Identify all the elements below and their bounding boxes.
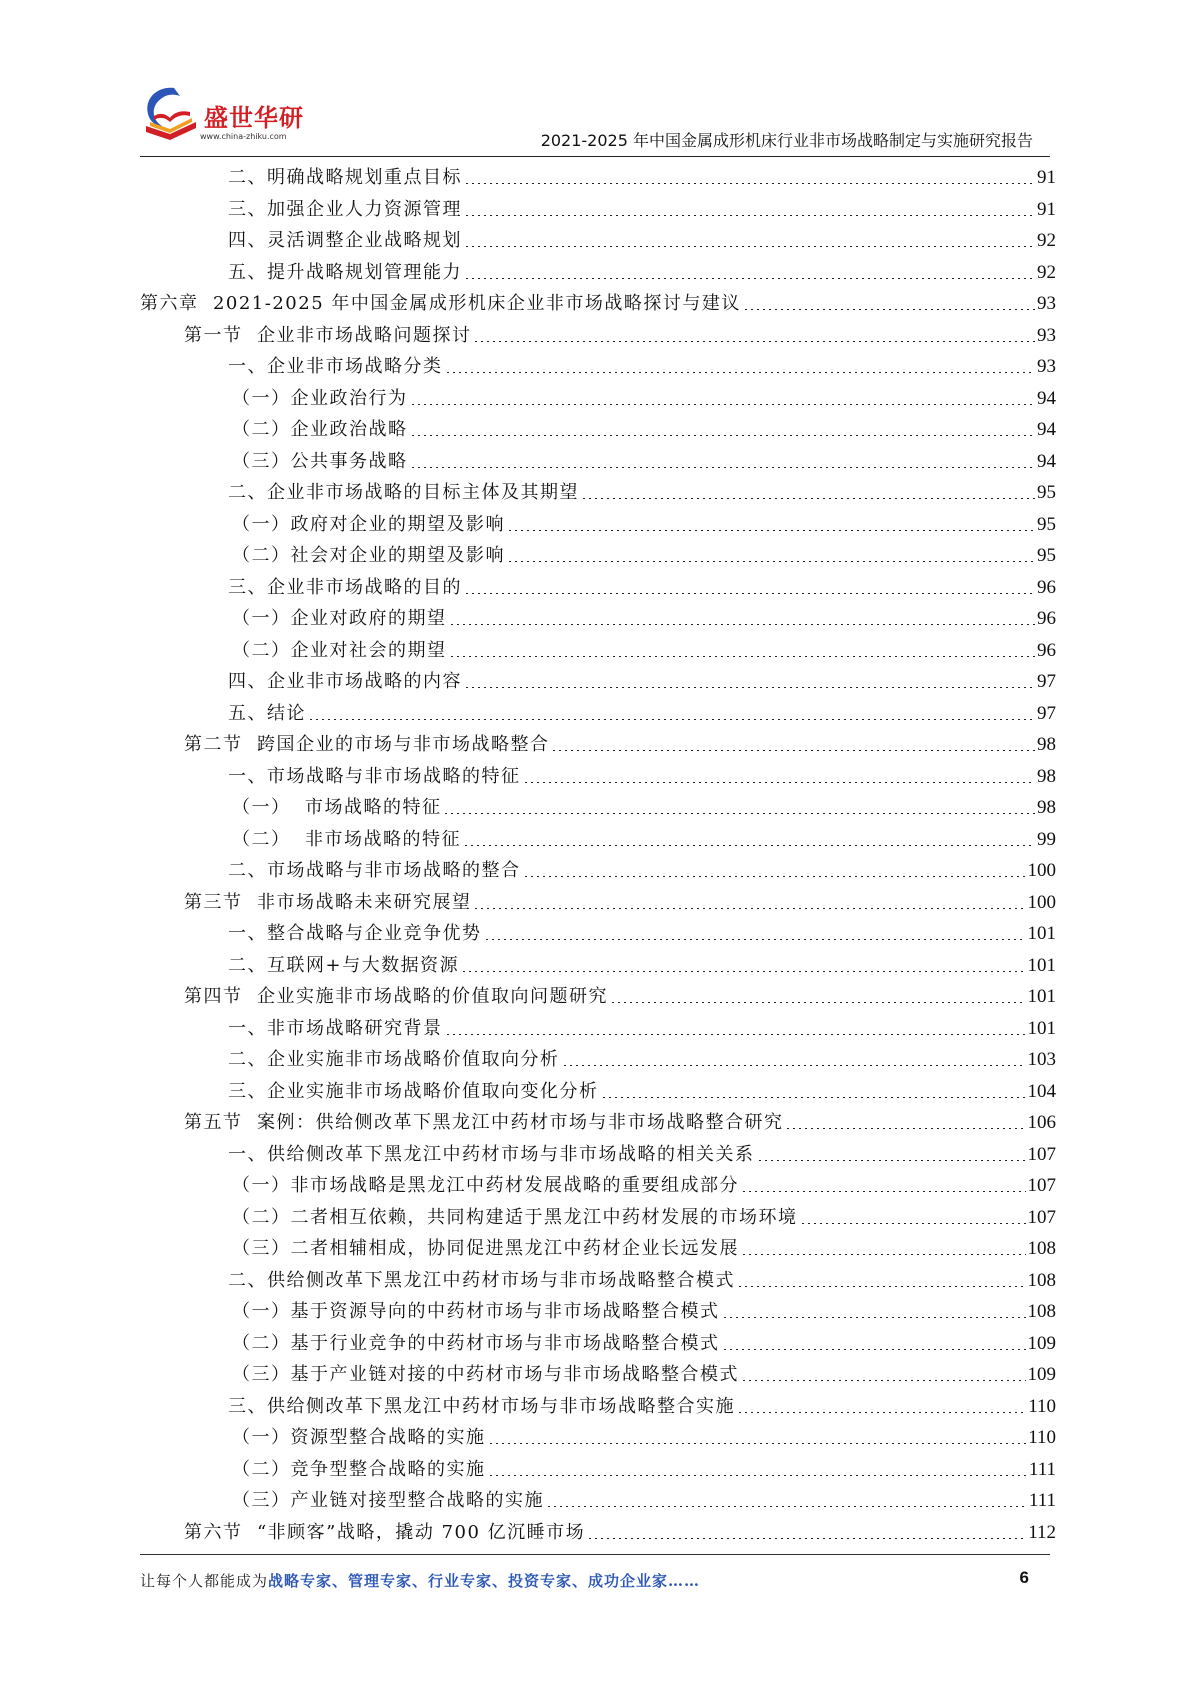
toc-entry[interactable] xyxy=(140,1517,1056,1549)
toc-entry[interactable] xyxy=(140,1170,1056,1202)
report-title: 2021-2025 年中国金属成形机床行业非市场战略制定与实施研究报告 xyxy=(540,131,1033,150)
toc-entry-page: 94 xyxy=(1037,387,1056,409)
toc-entry-title: 第三节 非市场战略未来研究展望 xyxy=(184,891,472,913)
toc-entry-page: 109 xyxy=(1027,1332,1056,1354)
toc-entry[interactable] xyxy=(140,1107,1056,1139)
toc-entry-title: 三、企业非市场战略的目的 xyxy=(228,576,462,598)
toc-entry-page: 108 xyxy=(1027,1238,1056,1259)
company-logo xyxy=(140,82,320,152)
toc-dot-leader xyxy=(737,1412,1026,1413)
slogan-highlight: 战略专家、管理专家、行业专家、投资专家、成功企业家 xyxy=(268,1572,669,1590)
toc-entry-title: 四、灵活调整企业战略规划 xyxy=(228,230,462,251)
toc-entry[interactable] xyxy=(140,729,1056,761)
toc-dot-leader xyxy=(562,1065,1026,1066)
slogan-suffix: …… xyxy=(668,1572,701,1590)
toc-entry[interactable] xyxy=(140,1013,1056,1045)
toc-dot-leader xyxy=(722,1349,1026,1350)
toc-entry[interactable] xyxy=(140,1359,1056,1391)
toc-entry[interactable] xyxy=(140,383,1056,415)
toc-entry[interactable] xyxy=(140,1422,1056,1454)
toc-entry-page: 108 xyxy=(1027,1301,1056,1322)
footer-slogan xyxy=(140,1570,700,1591)
toc-dot-leader xyxy=(546,1506,1027,1507)
toc-entry-page: 111 xyxy=(1028,1490,1056,1511)
toc-entry-page: 107 xyxy=(1027,1206,1056,1228)
toc-entry-page: 112 xyxy=(1028,1521,1056,1543)
toc-entry[interactable] xyxy=(140,225,1056,257)
toc-dot-leader xyxy=(410,467,1036,468)
toc-dot-leader xyxy=(473,908,1025,909)
toc-entry[interactable] xyxy=(140,414,1056,446)
toc-entry-title: 二、明确战略规划重点目标 xyxy=(228,167,462,188)
toc-entry[interactable] xyxy=(140,1485,1056,1517)
toc-entry-title: 五、提升战略规划管理能力 xyxy=(228,261,462,283)
toc-entry-page: 111 xyxy=(1028,1458,1056,1480)
toc-entry-page: 93 xyxy=(1037,356,1056,377)
toc-entry[interactable] xyxy=(140,950,1056,982)
toc-entry[interactable] xyxy=(140,855,1056,887)
toc-dot-leader xyxy=(461,971,1025,972)
toc-entry[interactable] xyxy=(140,162,1056,194)
toc-dot-leader xyxy=(507,561,1035,562)
toc-entry[interactable] xyxy=(140,635,1056,667)
toc-dot-leader xyxy=(443,813,1035,814)
toc-dot-leader xyxy=(741,1191,1026,1192)
toc-entry-title: 一、供给侧改革下黑龙江中药材市场与非市场战略的相关关系 xyxy=(228,1143,755,1165)
toc-entry[interactable] xyxy=(140,761,1056,793)
toc-entry-page: 93 xyxy=(1037,293,1056,314)
toc-dot-leader xyxy=(523,876,1026,877)
toc-dot-leader xyxy=(464,593,1035,594)
toc-entry-page: 95 xyxy=(1037,513,1056,535)
slogan-prefix: 让每个人都能成为 xyxy=(140,1572,269,1590)
toc-entry[interactable] xyxy=(140,446,1056,478)
toc-entry-page: 104 xyxy=(1027,1080,1056,1102)
toc-dot-leader xyxy=(757,1160,1026,1161)
toc-dot-leader xyxy=(308,719,1035,720)
toc-entry-title: （一）企业对政府的期望 xyxy=(232,608,447,629)
toc-dot-leader xyxy=(449,624,1036,625)
toc-entry[interactable] xyxy=(140,1044,1056,1076)
logo-brand-name: 盛世华研 xyxy=(204,104,304,132)
toc-entry[interactable] xyxy=(140,351,1056,383)
toc-dot-leader xyxy=(610,1002,1026,1003)
header-divider xyxy=(140,156,1050,157)
toc-dot-leader xyxy=(445,372,1036,373)
toc-dot-leader xyxy=(785,1128,1025,1129)
toc-dot-leader xyxy=(464,183,1035,184)
toc-entry[interactable] xyxy=(140,477,1056,509)
toc-dot-leader xyxy=(464,278,1035,279)
toc-dot-leader xyxy=(800,1223,1026,1224)
toc-entry-title: 第五节 案例：供给侧改革下黑龙江中药材市场与非市场战略整合研究 xyxy=(184,1112,784,1133)
toc-entry-title: 一、市场战略与非市场战略的特征 xyxy=(228,765,521,787)
toc-entry-page: 95 xyxy=(1037,482,1056,503)
toc-entry-page: 109 xyxy=(1027,1364,1056,1385)
toc-dot-leader xyxy=(464,215,1035,216)
toc-entry-title: （二）二者相互依赖，共同构建适于黑龙江中药材发展的市场环境 xyxy=(232,1206,798,1228)
toc-entry-page: 98 xyxy=(1037,797,1056,818)
toc-entry-page: 92 xyxy=(1037,230,1056,251)
toc-entry-title: （一） 市场战略的特征 xyxy=(232,797,442,818)
toc-entry[interactable] xyxy=(140,981,1056,1013)
toc-entry-title: （二） 非市场战略的特征 xyxy=(232,828,461,850)
toc-entry-title: 二、企业实施非市场战略价值取向分析 xyxy=(228,1049,560,1070)
toc-dot-leader xyxy=(581,498,1035,499)
toc-dot-leader xyxy=(410,435,1036,436)
toc-entry-page: 98 xyxy=(1037,734,1056,755)
toc-entry-page: 95 xyxy=(1037,545,1056,566)
toc-entry[interactable] xyxy=(140,666,1056,698)
toc-entry-title: （二）竞争型整合战略的实施 xyxy=(232,1458,486,1480)
toc-entry-title: 一、非市场战略研究背景 xyxy=(228,1017,443,1039)
toc-entry[interactable] xyxy=(140,918,1056,950)
toc-entry-title: 第六章 2021-2025 年中国金属成形机床企业非市场战略探讨与建议 xyxy=(140,293,741,314)
toc-dot-leader xyxy=(743,309,1035,310)
toc-dot-leader xyxy=(737,1286,1026,1287)
toc-entry-page: 101 xyxy=(1027,923,1056,944)
toc-entry[interactable] xyxy=(140,1233,1056,1265)
toc-entry[interactable] xyxy=(140,824,1056,856)
toc-entry-page: 110 xyxy=(1028,1395,1056,1417)
toc-entry-page: 94 xyxy=(1037,450,1056,472)
toc-entry[interactable] xyxy=(140,792,1056,824)
toc-entry[interactable] xyxy=(140,194,1056,226)
toc-entry-title: （二）企业政治战略 xyxy=(232,419,408,440)
toc-dot-leader xyxy=(488,1443,1027,1444)
toc-entry-page: 96 xyxy=(1037,608,1056,629)
toc-dot-leader xyxy=(741,1254,1026,1255)
toc-dot-leader xyxy=(741,1380,1026,1381)
toc-dot-leader xyxy=(722,1317,1026,1318)
toc-dot-leader xyxy=(464,687,1035,688)
toc-dot-leader xyxy=(464,246,1035,247)
toc-entry[interactable] xyxy=(140,603,1056,635)
toc-entry-title: 一、整合战略与企业竞争优势 xyxy=(228,923,482,944)
toc-entry-page: 107 xyxy=(1027,1143,1056,1165)
toc-entry-page: 96 xyxy=(1037,576,1056,598)
toc-entry-page: 101 xyxy=(1027,954,1056,976)
toc-entry-page: 94 xyxy=(1037,419,1056,440)
toc-entry-page: 91 xyxy=(1037,198,1056,220)
toc-dot-leader xyxy=(523,782,1036,783)
toc-dot-leader xyxy=(445,1034,1026,1035)
toc-entry-page: 110 xyxy=(1028,1427,1056,1448)
toc-entry-page: 107 xyxy=(1027,1175,1056,1196)
toc-entry-title: （一）企业政治行为 xyxy=(232,387,408,409)
table-of-contents xyxy=(140,162,1056,1548)
toc-entry-page: 97 xyxy=(1037,702,1056,724)
toc-entry-title: （一）政府对企业的期望及影响 xyxy=(232,513,505,535)
book-swirl-logo-icon xyxy=(140,82,204,144)
toc-entry-title: （二）社会对企业的期望及影响 xyxy=(232,545,505,566)
toc-dot-leader xyxy=(587,1538,1026,1539)
toc-entry-page: 91 xyxy=(1037,167,1056,188)
toc-entry[interactable] xyxy=(140,1202,1056,1234)
toc-entry-title: （一）非市场战略是黑龙江中药材发展战略的重要组成部分 xyxy=(232,1175,739,1196)
toc-dot-leader xyxy=(473,341,1035,342)
toc-entry[interactable] xyxy=(140,1328,1056,1360)
toc-entry[interactable] xyxy=(140,509,1056,541)
page-number: 6 xyxy=(1019,1568,1029,1587)
toc-entry-title: （三）二者相辅相成，协同促进黑龙江中药材企业长远发展 xyxy=(232,1238,739,1259)
toc-entry-title: 二、互联网+与大数据资源 xyxy=(228,954,460,976)
toc-entry-title: 二、企业非市场战略的目标主体及其期望 xyxy=(228,482,579,503)
toc-entry-title: （三）产业链对接型整合战略的实施 xyxy=(232,1490,544,1511)
toc-entry-page: 100 xyxy=(1027,860,1056,881)
toc-entry-page: 101 xyxy=(1027,1017,1056,1039)
toc-entry[interactable] xyxy=(140,572,1056,604)
toc-entry-page: 97 xyxy=(1037,671,1056,692)
toc-entry-title: 一、企业非市场战略分类 xyxy=(228,356,443,377)
toc-entry[interactable] xyxy=(140,698,1056,730)
toc-entry-page: 92 xyxy=(1037,261,1056,283)
toc-dot-leader xyxy=(484,939,1026,940)
toc-entry-page: 99 xyxy=(1037,828,1056,850)
toc-entry-page: 103 xyxy=(1027,1049,1056,1070)
toc-entry-title: （一）资源型整合战略的实施 xyxy=(232,1427,486,1448)
page-header xyxy=(0,0,1191,160)
toc-entry-title: 第六节 “非顾客”战略，撬动 700 亿沉睡市场 xyxy=(184,1521,586,1543)
toc-entry-page: 93 xyxy=(1037,324,1056,346)
toc-entry[interactable] xyxy=(140,257,1056,289)
toc-entry-title: 二、供给侧改革下黑龙江中药材市场与非市场战略整合模式 xyxy=(228,1269,735,1291)
toc-entry-title: （一）基于资源导向的中药材市场与非市场战略整合模式 xyxy=(232,1301,720,1322)
toc-entry-title: 第一节 企业非市场战略问题探讨 xyxy=(184,324,472,346)
toc-entry-page: 108 xyxy=(1027,1269,1056,1291)
logo-website: www.china-zhiku.com xyxy=(200,132,287,141)
toc-entry[interactable] xyxy=(140,1296,1056,1328)
toc-entry-title: 四、企业非市场战略的内容 xyxy=(228,671,462,692)
toc-entry-title: 三、加强企业人力资源管理 xyxy=(228,198,462,220)
toc-dot-leader xyxy=(488,1475,1027,1476)
toc-entry-title: （二）企业对社会的期望 xyxy=(232,639,447,661)
toc-dot-leader xyxy=(463,845,1035,846)
toc-dot-leader xyxy=(601,1097,1026,1098)
toc-entry[interactable] xyxy=(140,1391,1056,1423)
toc-entry[interactable] xyxy=(140,1454,1056,1486)
toc-entry[interactable] xyxy=(140,1139,1056,1171)
toc-entry-title: 第四节 企业实施非市场战略的价值取向问题研究 xyxy=(184,986,608,1007)
toc-entry-title: 第二节 跨国企业的市场与非市场战略整合 xyxy=(184,734,550,755)
toc-entry-page: 100 xyxy=(1027,891,1056,913)
toc-entry[interactable] xyxy=(140,1265,1056,1297)
toc-entry[interactable] xyxy=(140,1076,1056,1108)
toc-entry-page: 101 xyxy=(1027,986,1056,1007)
toc-entry-title: 三、企业实施非市场战略价值取向变化分析 xyxy=(228,1080,599,1102)
toc-dot-leader xyxy=(507,530,1035,531)
toc-entry[interactable] xyxy=(140,288,1056,320)
toc-entry-title: 五、结论 xyxy=(228,702,306,724)
toc-entry-title: （三）基于产业链对接的中药材市场与非市场战略整合模式 xyxy=(232,1364,739,1385)
toc-entry-page: 98 xyxy=(1037,765,1056,787)
footer-divider xyxy=(140,1554,1050,1555)
toc-dot-leader xyxy=(449,656,1036,657)
toc-dot-leader xyxy=(410,404,1036,405)
toc-entry-page: 96 xyxy=(1037,639,1056,661)
toc-entry-title: （二）基于行业竞争的中药材市场与非市场战略整合模式 xyxy=(232,1332,720,1354)
toc-entry-page: 106 xyxy=(1027,1112,1056,1133)
toc-entry-title: 二、市场战略与非市场战略的整合 xyxy=(228,860,521,881)
toc-entry-title: （三）公共事务战略 xyxy=(232,450,408,472)
toc-entry[interactable] xyxy=(140,887,1056,919)
toc-entry[interactable] xyxy=(140,320,1056,352)
toc-dot-leader xyxy=(551,750,1035,751)
toc-entry[interactable] xyxy=(140,540,1056,572)
toc-entry-title: 三、供给侧改革下黑龙江中药材市场与非市场战略整合实施 xyxy=(228,1395,735,1417)
